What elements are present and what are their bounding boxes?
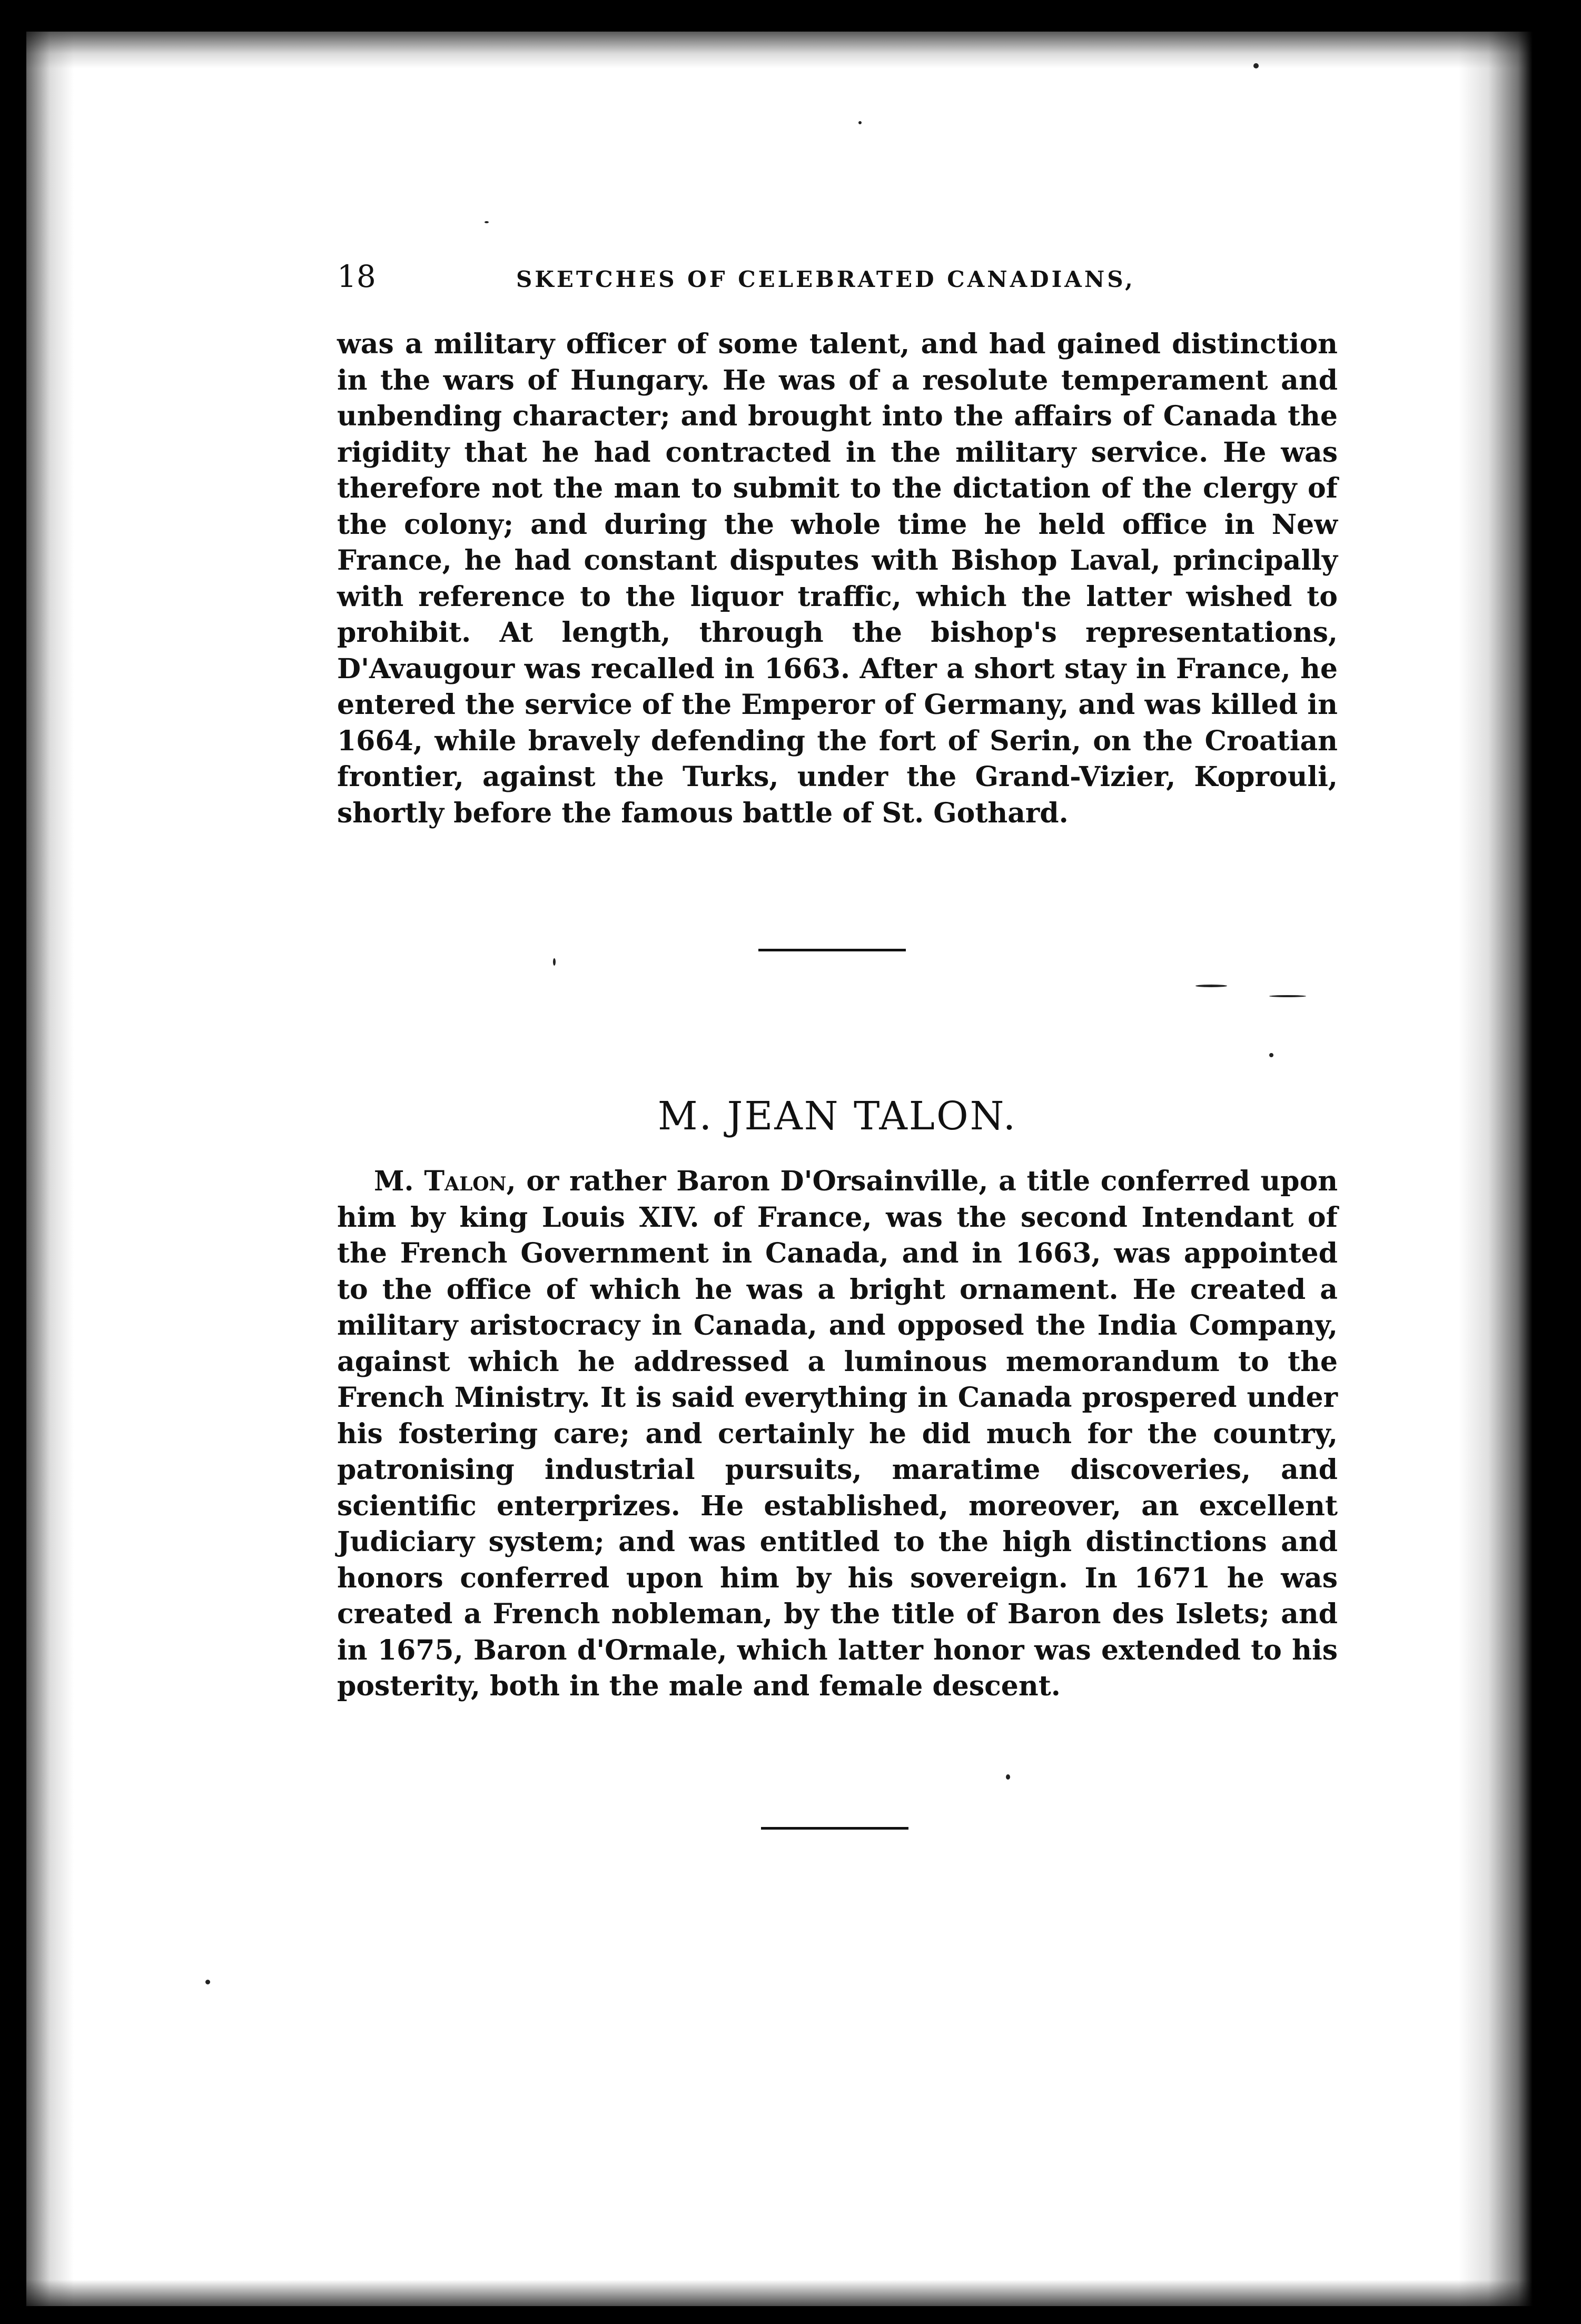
- scan-edge-right: [1459, 32, 1533, 2306]
- scan-edge-bottom: [26, 2280, 1533, 2306]
- scan-speck: [485, 221, 489, 223]
- book-page: [26, 32, 1533, 2306]
- scan-speck: [1195, 985, 1227, 987]
- body-paragraph-continued: [337, 326, 1338, 831]
- paragraph-text: was a military officer of some talent, and had gained distinction in the wars of Hungary. He was of a resolute temperament and unbending character; and brought into the affairs of Canada the rigidity that he had contracted in the military service. He was therefore not the man to submit to the dictation of the clergy of the colony; and during the whole time he held office in New France, he had constant disputes with Bishop Laval, principally with reference to the liquor traffic, which the latter wished to prohibit. At length, through the bishop's representations, D'Avaugour was recalled in 1663. After a short stay in France, he entered the service of the Emperor of Germany, and was killed in 1664, while bravely defending the fort of Serin, on the Croatian frontier, against the Turks, under the Grand-Vizier, Koprouli, shortly before the famous battle of St. Gothard.: [337, 328, 1338, 829]
- running-head: [337, 253, 1338, 300]
- scan-edge-left: [26, 32, 74, 2306]
- scan-speck: [1006, 1774, 1010, 1780]
- scan-speck: [553, 958, 556, 966]
- scan-speck: [858, 121, 862, 124]
- scan-speck: [1253, 63, 1259, 68]
- running-head-title: SKETCHES OF CELEBRATED CANADIANS,: [516, 266, 1135, 292]
- section-heading: M. JEAN TALON.: [657, 1094, 1017, 1139]
- paragraph-text: or rather Baron D'Orsainville, a title conferred upon him by king Louis XIV. of France, was the second Intendant of the French Government in Canada, and in 1663, was appointed to the office of which he was a bright ornament. He created a military aristocracy in Canada, and opposed the India Company, against which he addressed a luminous memorandum to the French Ministry. It is said everything in Canada prospered under his fostering care; and certainly he did much for the country, patronising industrial pursuits, maratime discoveries, and scientific enterprizes. He established, moreover, an excellent Judiciary system; and was entitled to the high distinctions and honors conferred upon him by his sovereign. In 1671 he was created a French nobleman, by the title of Baron des Islets; and in 1675, Baron d'Ormale, which latter honor was extended to his posterity, both in the male and female descent.: [337, 1165, 1338, 1702]
- section-divider-rule: [758, 949, 906, 951]
- scan-speck: [1269, 1053, 1273, 1057]
- scan-edge-top: [26, 32, 1533, 68]
- page-number: 18: [337, 259, 376, 294]
- scan-speck: [205, 1980, 210, 1984]
- end-divider-rule: [761, 1827, 908, 1830]
- scan-speck: [1269, 995, 1306, 997]
- section-body-paragraph: [337, 1164, 1338, 1705]
- lead-name: M. Talon,: [374, 1165, 516, 1197]
